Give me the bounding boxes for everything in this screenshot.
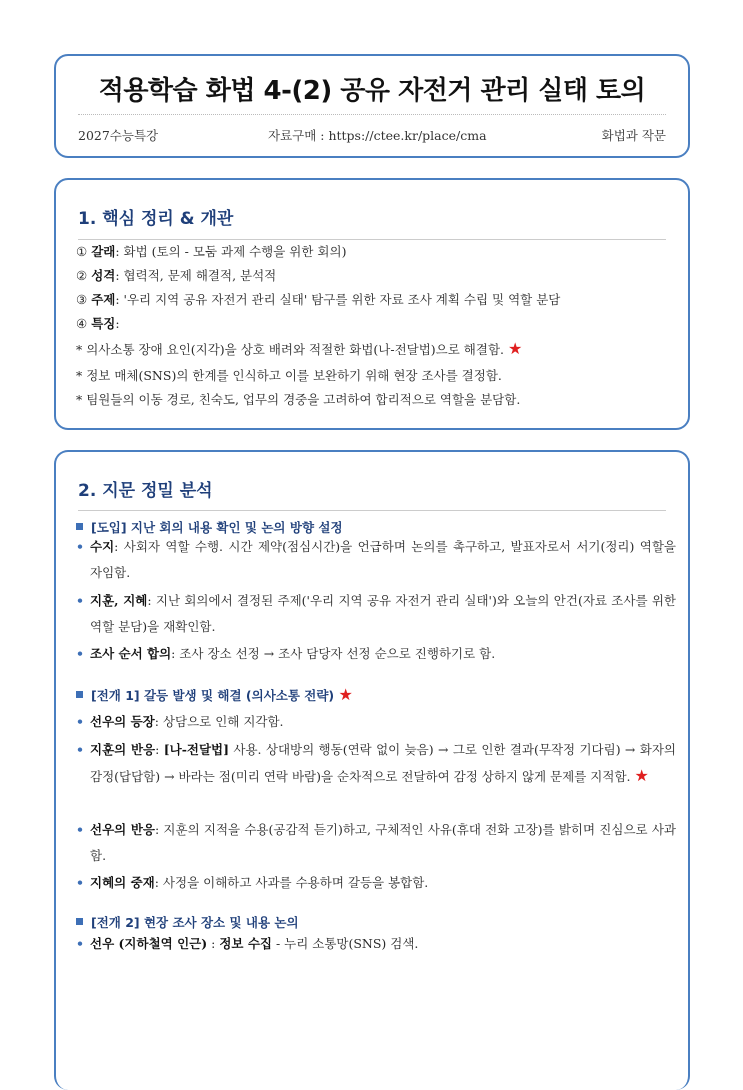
meta-book: 2027수능특강 bbox=[78, 128, 159, 143]
list-item: • 지훈의 반응: [나-전달법] 사용. 상대방의 행동(연락 없이 늦음) → 그로 인한 결과(무작정 기다림) → 화자의 감정(답답함) → 바라는 점(미리 연락 바람)을 순차적으로 전달하여 감정 상하지 않게 문제를 지적함. ★ bbox=[76, 742, 676, 785]
square-bullet-icon bbox=[76, 523, 83, 530]
list-item: • 선우의 반응: 지훈의 지적을 수용(공감적 듣기)하고, 구체적인 사유(휴대 전화 고장)를 밝히며 진심으로 사과함. bbox=[76, 822, 676, 863]
subheading-conflict: [전개 1] 갈등 발생 및 해결 (의사소통 전략) ★ bbox=[76, 685, 353, 704]
summary-item: ① 갈래: 화법 (토의 - 모둠 과제 수행을 위한 회의) bbox=[76, 244, 347, 259]
summary-item: ② 성격: 협력적, 문제 해결적, 분석적 bbox=[76, 268, 277, 283]
list-item: • 선우의 등장: 상담으로 인해 지각함. bbox=[76, 714, 284, 729]
section2-title: 2. 지문 정밀 분석 bbox=[78, 481, 213, 501]
section-analysis bbox=[54, 450, 690, 1090]
section1-divider bbox=[78, 239, 666, 240]
list-item: • 지혜의 중재: 사정을 이해하고 사과를 수용하며 갈등을 봉합함. bbox=[76, 875, 429, 890]
list-item: • 지훈, 지혜: 지난 회의에서 결정된 주제('우리 지역 공유 자전거 관리 실태')와 오늘의 안건(자료 조사를 위한 역할 분담)을 재확인함. bbox=[76, 593, 676, 634]
title-box bbox=[54, 54, 690, 158]
section2-divider bbox=[78, 510, 666, 511]
square-bullet-icon bbox=[76, 918, 83, 925]
title-divider bbox=[78, 114, 666, 115]
list-item: • 선우 (지하철역 인근) : 정보 수집 - 누리 소통망(SNS) 검색. bbox=[76, 936, 419, 951]
star-icon: ★ bbox=[338, 685, 353, 704]
feature-item: * 팀원들의 이동 경로, 친숙도, 업무의 경중을 고려하여 합리적으로 역할을 분담함. bbox=[76, 392, 521, 407]
section1-title: 1. 핵심 정리 & 개관 bbox=[78, 209, 234, 229]
subheading-intro: [도입] 지난 회의 내용 확인 및 논의 방향 설정 bbox=[76, 518, 343, 536]
section-summary bbox=[54, 178, 690, 430]
page-title: 적용학습 화법 4-(2) 공유 자전거 관리 실태 토의 bbox=[98, 76, 646, 106]
star-icon: ★ bbox=[634, 766, 649, 785]
meta-purchase-link[interactable]: 자료구매 : https://ctee.kr/place/cma bbox=[268, 128, 487, 143]
summary-item: ④ 특징: bbox=[76, 316, 120, 331]
star-icon: ★ bbox=[507, 339, 523, 358]
summary-item: ③ 주제: '우리 지역 공유 자전거 관리 실태' 탐구를 위한 자료 조사 계획 수립 및 역할 분담 bbox=[76, 292, 561, 307]
feature-item: * 정보 매체(SNS)의 한계를 인식하고 이를 보완하기 위해 현장 조사를 결정함. bbox=[76, 368, 502, 383]
list-item: • 조사 순서 합의: 조사 장소 선정 → 조사 담당자 선정 순으로 진행하기로 함. bbox=[76, 646, 496, 661]
square-bullet-icon bbox=[76, 691, 83, 698]
list-item: • 수지: 사회자 역할 수행. 시간 제약(점심시간)을 언급하며 논의를 촉구하고, 발표자로서 서기(정리) 역할을 자임함. bbox=[76, 539, 676, 580]
feature-item: * 의사소통 장애 요인(지각)을 상호 배려와 적절한 화법(나-전달법)으로 해결함. ★ bbox=[76, 339, 523, 358]
meta-subject: 화법과 작문 bbox=[601, 128, 666, 143]
subheading-site: [전개 2] 현장 조사 장소 및 내용 논의 bbox=[76, 913, 299, 931]
